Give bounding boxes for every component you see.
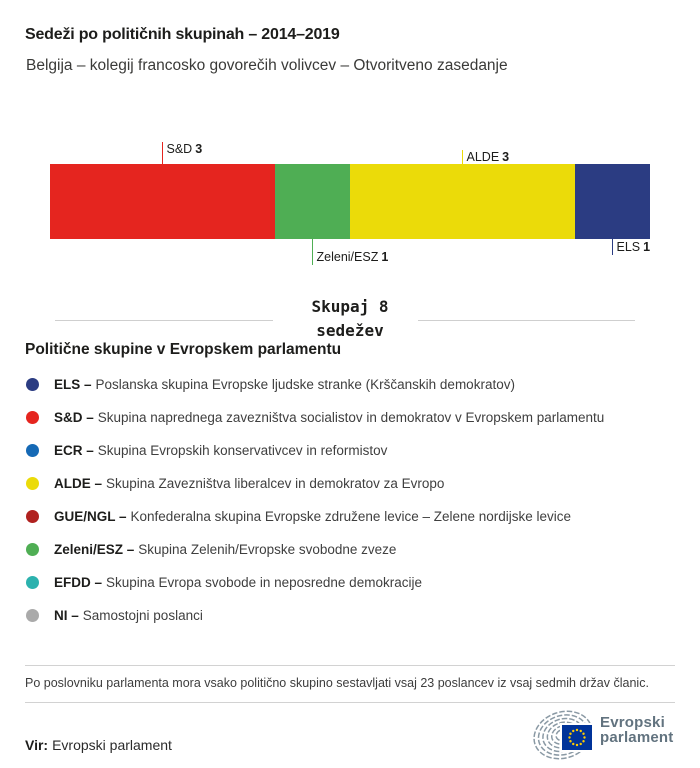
group-color-dot (26, 444, 39, 457)
bar-segment-S&D (50, 164, 275, 239)
group-description: Poslanska skupina Evropske ljudske stranke (Krščanskih demokratov) (95, 376, 515, 392)
callout-line-ELS (612, 239, 614, 255)
callout-line-Zeleni/ESZ (312, 239, 314, 265)
group-color-dot (26, 477, 39, 490)
group-description: Skupina Zelenih/Evropske svobodne zveze (138, 541, 397, 557)
legend-item-Zeleni/ESZ (26, 540, 396, 558)
total-seats-line1: Skupaj 8 (311, 297, 389, 316)
group-description: Skupina Zavezništva liberalcev in demokratov za Evropo (106, 475, 445, 491)
callout-group-name: S&D (166, 142, 193, 156)
total-divider-left (55, 320, 273, 321)
callout-line-S&D (162, 142, 164, 164)
bar-segment-ALDE (350, 164, 575, 239)
group-abbreviation: ALDE – (54, 475, 103, 491)
group-color-dot (26, 411, 39, 424)
bar-segment-Zeleni/ESZ (275, 164, 350, 239)
legend-item-EFDD (26, 573, 422, 591)
group-color-dot (26, 510, 39, 523)
group-abbreviation: EFDD – (54, 574, 103, 590)
footer-divider-bottom (25, 702, 675, 703)
seats-stacked-bar (50, 164, 650, 239)
hemicycle-and-flag-graphic (527, 708, 601, 762)
european-parliament-logo (527, 708, 687, 762)
groups-section-heading: Politične skupine v Evropskem parlamentu (25, 341, 342, 358)
callout-seat-count: 1 (381, 250, 389, 264)
legend-item-S&D (26, 408, 604, 426)
callout-group-name: ELS (616, 240, 641, 254)
callout-label-S&D (167, 143, 203, 156)
legend-item-ALDE (26, 474, 444, 492)
group-abbreviation: ELS – (54, 376, 92, 392)
group-color-dot (26, 609, 39, 622)
group-color-dot (26, 543, 39, 556)
callout-line-ALDE (462, 150, 464, 164)
callout-group-name: Zeleni/ESZ (316, 250, 379, 264)
callout-label-ALDE (467, 151, 510, 164)
page-title: Sedeži po političnih skupinah – 2014–2019 (25, 26, 340, 43)
page-subtitle: Belgija – kolegij francosko govorečih volivcev – Otvoritveno zasedanje (26, 57, 508, 74)
footer-divider-top (25, 665, 675, 666)
source-value: Evropski parlament (52, 737, 172, 753)
callout-seat-count: 3 (502, 150, 510, 164)
rules-note: Po poslovniku parlamenta mora vsako politično skupino sestavljati vsaj 23 poslancev iz vsaj sedmih držav članic. (25, 676, 649, 690)
legend-item-NI (26, 606, 203, 624)
legend-item-GUE/NGL (26, 507, 571, 525)
group-abbreviation: Zeleni/ESZ – (54, 541, 135, 557)
group-description: Skupina Evropskih konservativcev in reformistov (97, 442, 388, 458)
group-abbreviation: NI – (54, 607, 79, 623)
callout-label-Zeleni/ESZ (317, 251, 389, 264)
callout-seat-count: 3 (195, 142, 203, 156)
logo-wordmark-line2: parlament (600, 728, 674, 746)
legend-item-ECR (26, 441, 387, 459)
source-line (25, 737, 172, 753)
group-color-dot (26, 576, 39, 589)
eu-flag (562, 725, 592, 750)
callout-seat-count: 1 (643, 240, 651, 254)
callout-group-name: ALDE (466, 150, 500, 164)
group-description: Samostojni poslanci (82, 607, 203, 623)
logo-wordmark-line1: Evropski (600, 714, 665, 731)
group-description: Skupina naprednega zavezništva socialistov in demokratov v Evropskem parlamentu (97, 409, 605, 425)
callout-label-ELS (617, 241, 651, 254)
legend-item-ELS (26, 375, 515, 393)
group-color-dot (26, 378, 39, 391)
total-seats-line2: sedežev (316, 321, 384, 340)
group-abbreviation: ECR – (54, 442, 94, 458)
group-description: Skupina Evropa svobode in neposredne demokracije (106, 574, 422, 590)
group-abbreviation: S&D – (54, 409, 94, 425)
group-description: Konfederalna skupina Evropske združene levice – Zelene nordijske levice (130, 508, 572, 524)
bar-segment-ELS (575, 164, 650, 239)
group-abbreviation: GUE/NGL – (54, 508, 127, 524)
total-divider-right (418, 320, 635, 321)
source-label: Vir: (25, 737, 49, 753)
logo-wordmark (600, 716, 674, 745)
